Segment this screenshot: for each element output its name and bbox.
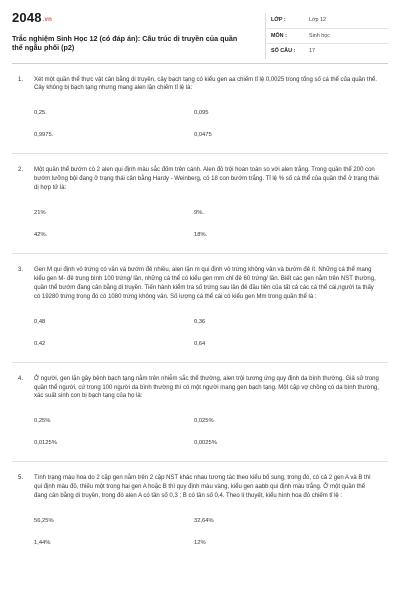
answer-option[interactable]: 0,42 [34, 340, 46, 347]
answer-options [34, 417, 380, 461]
question-1 [12, 64, 388, 155]
question-number: 3. [18, 267, 24, 274]
answer-options [34, 318, 380, 362]
question-number: 2. [18, 167, 24, 174]
brand-block [12, 10, 247, 53]
question-body [34, 76, 388, 154]
question-4 [12, 363, 388, 463]
answer-option[interactable]: 0,0025% [194, 440, 217, 447]
question-text: Gen M qui định vỏ trứng có vân và bướm đẻ nhiều, alen lặn m qui định vỏ trứng không vân và bướm đẻ ít. Những cá thể mang kiểu gen M- đẻ trung bình 100 trứng/ lần, những cá thể có kiểu gen mm chỉ đẻ 60 trứng/ lần. Biết các gen nằm trên NST thường, quần thể bướm đang cân bằng di truyền. Tiến hành kiểm tra số trứng sau lần đẻ đầu tiên của tất cả các cá thể cái,người ta thấy có 19280 trứng trong đó có 1080 trứng không vân. Số lượng cá thể cái có kiểu gen Mm trong quần thể là : [34, 267, 376, 300]
question-3 [12, 254, 388, 363]
meta-value: Lớp 12 [309, 17, 327, 23]
answer-option[interactable]: 0,0125% [34, 440, 57, 447]
meta-label: LỚP : [271, 17, 286, 23]
answer-option[interactable]: 0,095 [194, 110, 209, 117]
answer-option[interactable]: 0,9975. [34, 132, 54, 139]
answer-options [34, 109, 380, 153]
answer-option[interactable]: 0,25. [34, 110, 47, 117]
answer-option[interactable]: 9%. [194, 210, 204, 217]
question-body [34, 166, 388, 253]
answer-option[interactable]: 0,0475 [194, 132, 212, 139]
question-body [34, 266, 388, 362]
answer-option[interactable]: 0,25% [34, 418, 51, 425]
question-body [34, 375, 388, 462]
question-number: 1. [18, 76, 24, 83]
answer-option[interactable]: 0,025% [194, 418, 214, 425]
answer-options [34, 209, 380, 253]
logo-suffix: .vn [42, 17, 53, 23]
meta-row-class [266, 13, 388, 29]
question-text: Xét một quần thể thực vật cân bằng di truyền, cây bạch tạng có kiểu gen aa chiếm tỉ lệ 0,0025 trong tổng số cá thể của quần thể. Cây không bị bạch tạng nhưng mang alen lặn chiếm tỉ lệ là: [34, 76, 377, 92]
answer-option[interactable]: 56,25% [34, 518, 54, 525]
question-body [34, 474, 388, 561]
question-2 [12, 154, 388, 254]
answer-option[interactable]: 21% [34, 210, 46, 217]
meta-row-subject [266, 29, 388, 45]
question-number: 4. [18, 375, 24, 382]
meta-table [265, 13, 388, 59]
meta-label: SỐ CÂU : [271, 48, 296, 54]
answer-option[interactable]: 42%. [34, 232, 48, 239]
meta-value: 17 [309, 48, 315, 54]
question-text: Một quần thể bướm có 2 alen qui định màu sắc đốm trên cánh. Alen đỏ trội hoàn toàn so với alen trắng. Trong quần thể 200 con bướm lưỡng bội đang ở trạng thái cân bằng Hardy - Weinberg, có 18 con bướm trắng. Tỉ lệ % số cá thể của quần thể ở trạng thái dị hợp tử là: [34, 167, 379, 192]
answer-option[interactable]: 0,64 [194, 340, 206, 347]
logo-text: 2048 [12, 10, 42, 25]
answer-option[interactable]: 0,36 [194, 318, 206, 325]
meta-value: Sinh học [309, 32, 330, 39]
header [12, 10, 388, 59]
question-5 [12, 462, 388, 561]
question-text: Tính trạng màu hoa do 2 cặp gen nằm trên 2 cặp NST khác nhau tương tác theo kiểu bổ sung, trong đó, có cả 2 gen A và B thì qui định màu đỏ, thiếu một trong hai gen A hoặc B thì quy định màu vàng, kiểu gen aabb qui định màu trắng. Ở một quần thể đang cân bằng di truyền, trong đó alen A có tần số 0,3 ; B có tần số 0,4. Theo lí thuyết, kiểu hình hoa đỏ chiếm tỉ lệ : [34, 475, 371, 500]
question-text: Ở người, gen lặn gây bệnh bạch tạng nằm trên nhiễm sắc thể thường, alen trội tương ứng quy định da bình thường. Giả sử trong quần thể người, cứ trong 100 người da bình thường thì có một người mang gen bạch tạng. Một cặp vợ chồng có da bình thường, xác suất sinh con bị bạch tạng của họ là: [34, 375, 379, 400]
answer-option[interactable]: 0,48 [34, 318, 46, 325]
meta-row-count [266, 44, 388, 59]
site-logo[interactable] [12, 10, 247, 28]
answer-option[interactable]: 32,64% [194, 518, 214, 525]
answer-option[interactable]: 18%. [194, 232, 208, 239]
meta-label: MÔN : [271, 32, 287, 39]
page-title: Trắc nghiệm Sinh Học 12 (có đáp án): Cấu trúc di truyền của quần thể ngẫu phối (p2) [12, 34, 238, 53]
answer-options [34, 517, 380, 561]
answer-option[interactable]: 1,44% [34, 540, 51, 547]
question-number: 5. [18, 475, 24, 482]
answer-option[interactable]: 12% [194, 540, 206, 547]
